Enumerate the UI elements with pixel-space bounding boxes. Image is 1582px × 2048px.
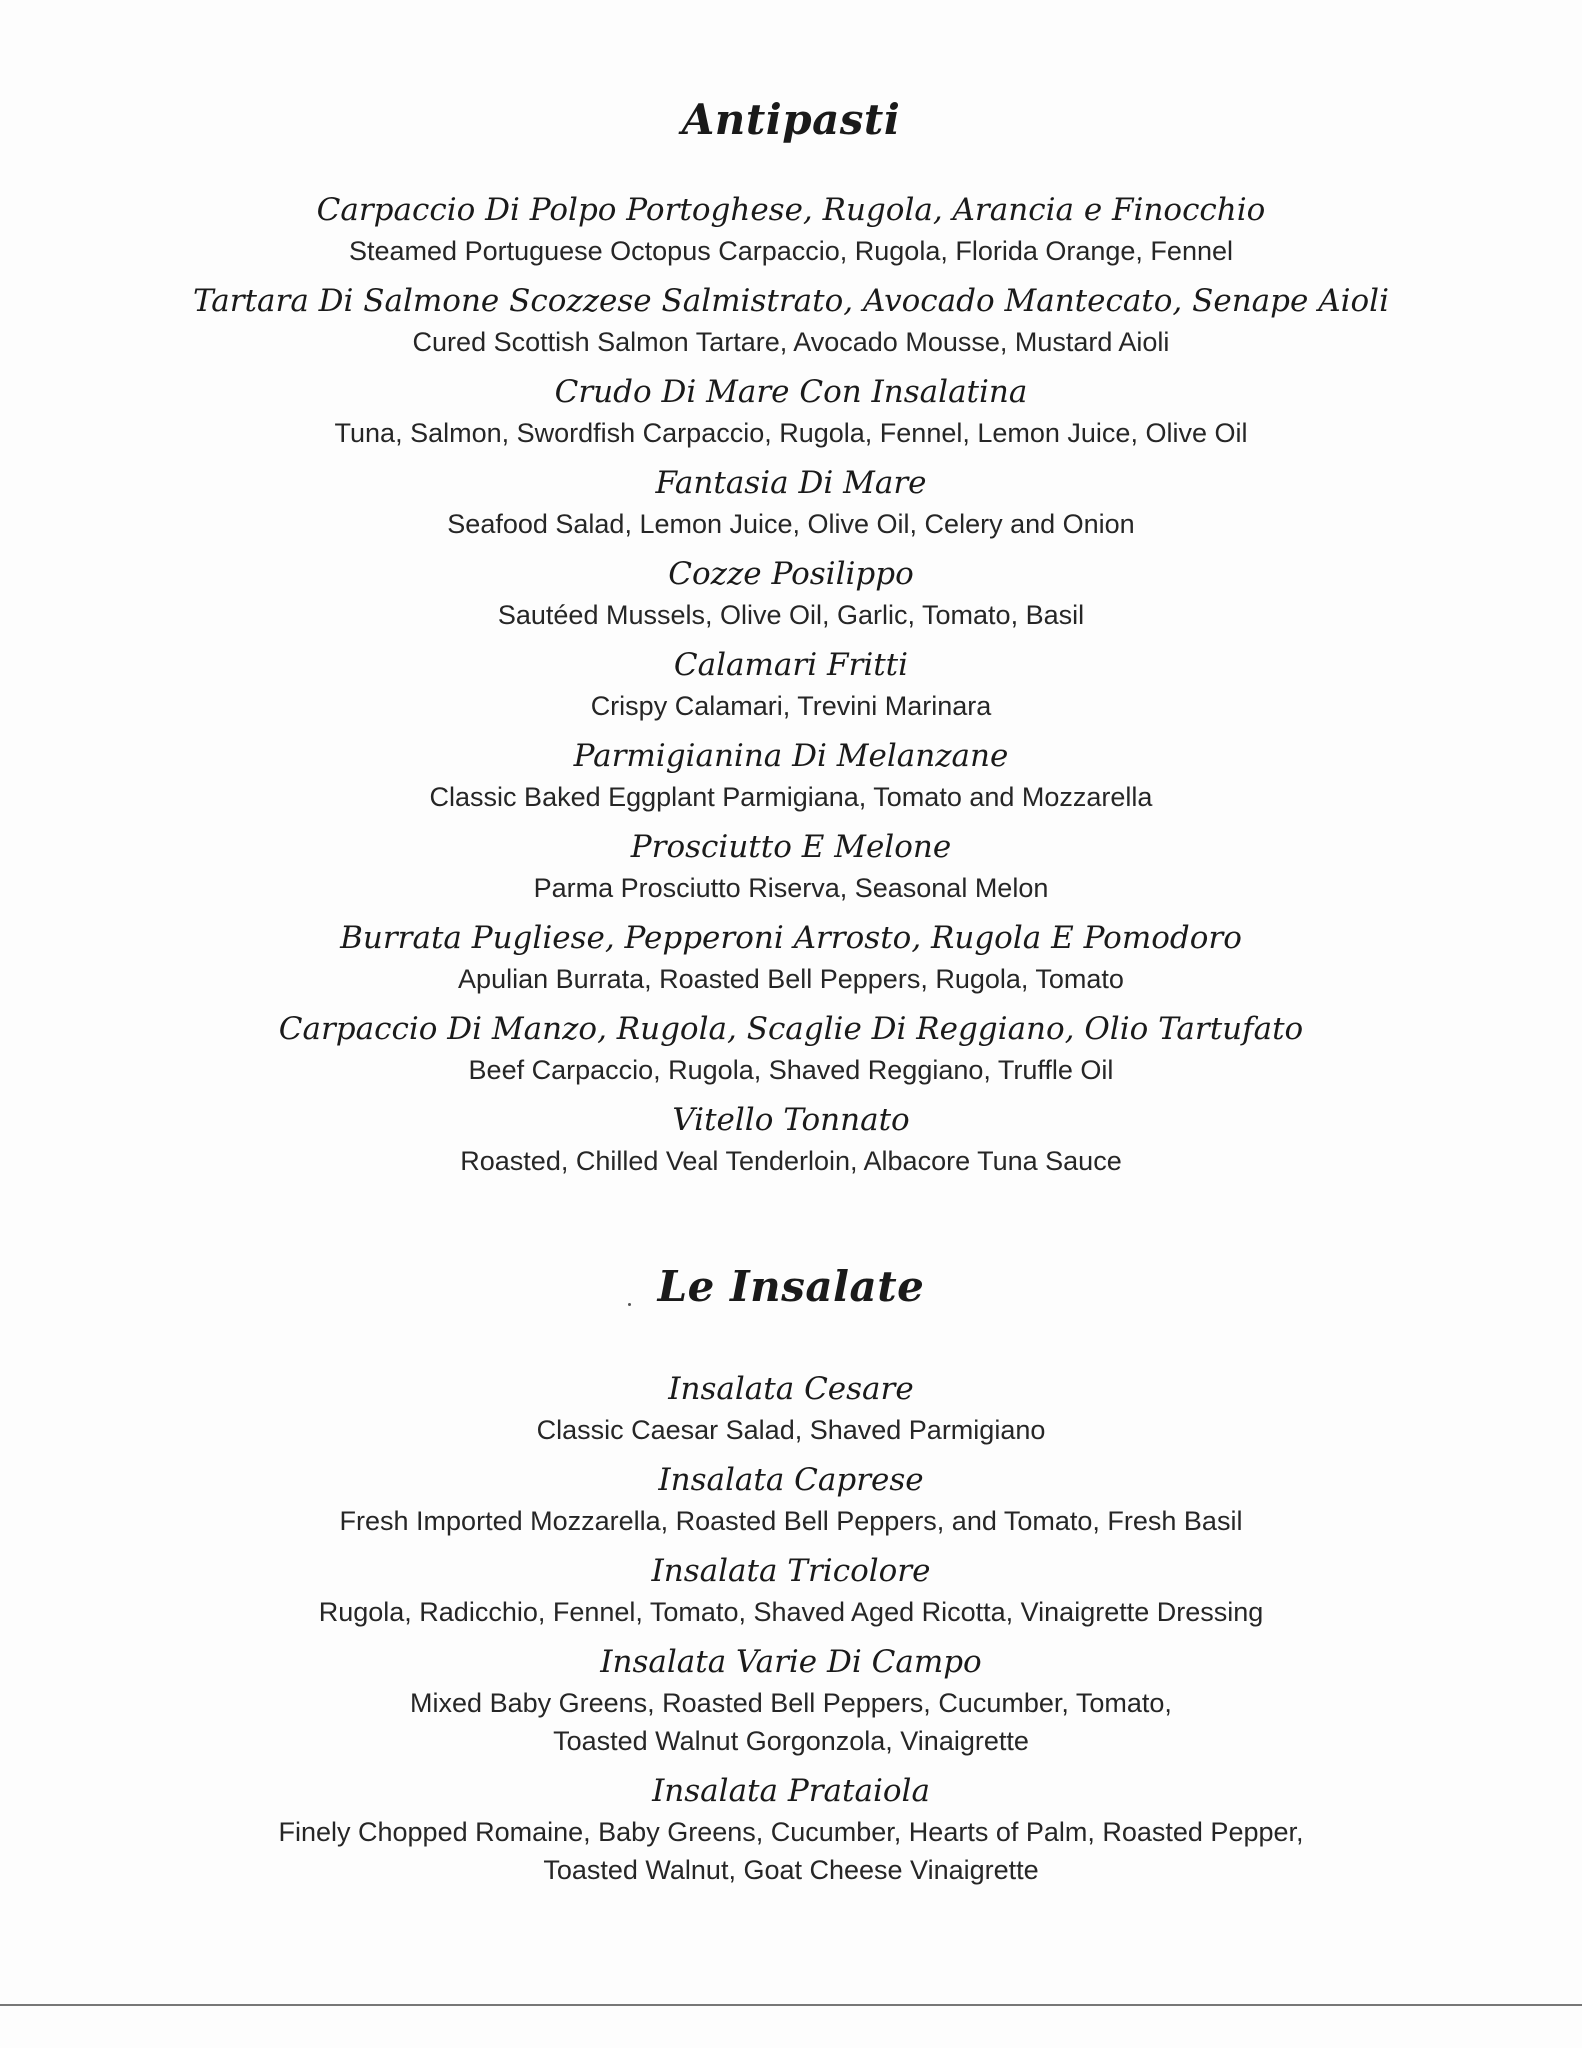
item-description: Parma Prosciutto Riserva, Seasonal Melon xyxy=(533,873,1049,903)
menu-item xyxy=(0,461,1582,543)
menu-item xyxy=(0,1769,1582,1889)
item-name: Calamari Fritti xyxy=(673,647,909,683)
menu-item xyxy=(0,1007,1582,1089)
antipasti-section xyxy=(0,95,1582,1189)
item-name: Carpaccio Di Manzo, Rugola, Scaglie Di Reggiano, Olio Tartufato xyxy=(278,1011,1304,1047)
item-name: Carpaccio Di Polpo Portoghese, Rugola, Arancia e Finocchio xyxy=(316,192,1266,228)
section-title-insalate: Le Insalate xyxy=(657,1262,925,1311)
item-description: Sautéed Mussels, Olive Oil, Garlic, Tomato, Basil xyxy=(497,600,1085,630)
menu-item xyxy=(0,370,1582,452)
menu-item xyxy=(0,552,1582,634)
item-description: Classic Baked Eggplant Parmigiana, Tomato and Mozzarella xyxy=(429,782,1153,812)
item-description: Crispy Calamari, Trevini Marinara xyxy=(590,691,992,721)
menu-item xyxy=(0,734,1582,816)
item-description: Roasted, Chilled Veal Tenderloin, Albacore Tuna Sauce xyxy=(460,1146,1122,1176)
item-name: Insalata Varie Di Campo xyxy=(600,1644,982,1680)
item-description: Apulian Burrata, Roasted Bell Peppers, Rugola, Tomato xyxy=(458,964,1124,994)
item-name: Insalata Caprese xyxy=(658,1462,924,1498)
item-name: Insalata Cesare xyxy=(668,1371,914,1407)
item-name: Burrata Pugliese, Pepperoni Arrosto, Rugola E Pomodoro xyxy=(340,920,1242,956)
item-name: Insalata Tricolore xyxy=(651,1553,931,1589)
item-description: Steamed Portuguese Octopus Carpaccio, Rugola, Florida Orange, Fennel xyxy=(349,236,1233,266)
menu-item xyxy=(0,279,1582,361)
item-description: Finely Chopped Romaine, Baby Greens, Cucumber, Hearts of Palm, Roasted Pepper, xyxy=(278,1817,1304,1847)
menu-item xyxy=(0,1549,1582,1631)
item-name: Fantasia Di Mare xyxy=(655,465,927,501)
insalate-section xyxy=(0,1262,1582,1898)
item-description-line2: Toasted Walnut Gorgonzola, Vinaigrette xyxy=(553,1726,1029,1756)
menu-item xyxy=(0,643,1582,725)
menu-item xyxy=(0,825,1582,907)
section-title-antipasti: Antipasti xyxy=(681,95,901,144)
menu-item xyxy=(0,1367,1582,1449)
item-description: Beef Carpaccio, Rugola, Shaved Reggiano, Truffle Oil xyxy=(468,1055,1114,1085)
menu-item xyxy=(0,1640,1582,1760)
item-name: Insalata Prataiola xyxy=(652,1773,930,1809)
item-description: Fresh Imported Mozzarella, Roasted Bell Peppers, and Tomato, Fresh Basil xyxy=(339,1506,1243,1536)
item-description: Tuna, Salmon, Swordfish Carpaccio, Rugola, Fennel, Lemon Juice, Olive Oil xyxy=(334,418,1248,448)
item-description: Rugola, Radicchio, Fennel, Tomato, Shaved Aged Ricotta, Vinaigrette Dressing xyxy=(318,1597,1264,1627)
item-name: Parmigianina Di Melanzane xyxy=(573,738,1009,774)
item-description: Mixed Baby Greens, Roasted Bell Peppers, Cucumber, Tomato, xyxy=(410,1688,1172,1718)
item-name: Cozze Posilippo xyxy=(668,556,914,592)
item-description-line2: Toasted Walnut, Goat Cheese Vinaigrette xyxy=(543,1855,1039,1885)
item-name: Crudo Di Mare Con Insalatina xyxy=(554,374,1028,410)
bottom-rule xyxy=(0,2004,1582,2006)
menu-item xyxy=(0,1458,1582,1540)
item-name: Tartara Di Salmone Scozzese Salmistrato, Avocado Mantecato, Senape Aioli xyxy=(192,283,1389,319)
menu-item xyxy=(0,1098,1582,1180)
item-description: Classic Caesar Salad, Shaved Parmigiano xyxy=(536,1415,1046,1445)
item-name: Prosciutto E Melone xyxy=(630,829,952,865)
item-description: Seafood Salad, Lemon Juice, Olive Oil, Celery and Onion xyxy=(447,509,1135,539)
item-name: Vitello Tonnato xyxy=(672,1102,910,1138)
menu-item xyxy=(0,188,1582,270)
menu-item xyxy=(0,916,1582,998)
item-description: Cured Scottish Salmon Tartare, Avocado Mousse, Mustard Aioli xyxy=(412,327,1170,357)
